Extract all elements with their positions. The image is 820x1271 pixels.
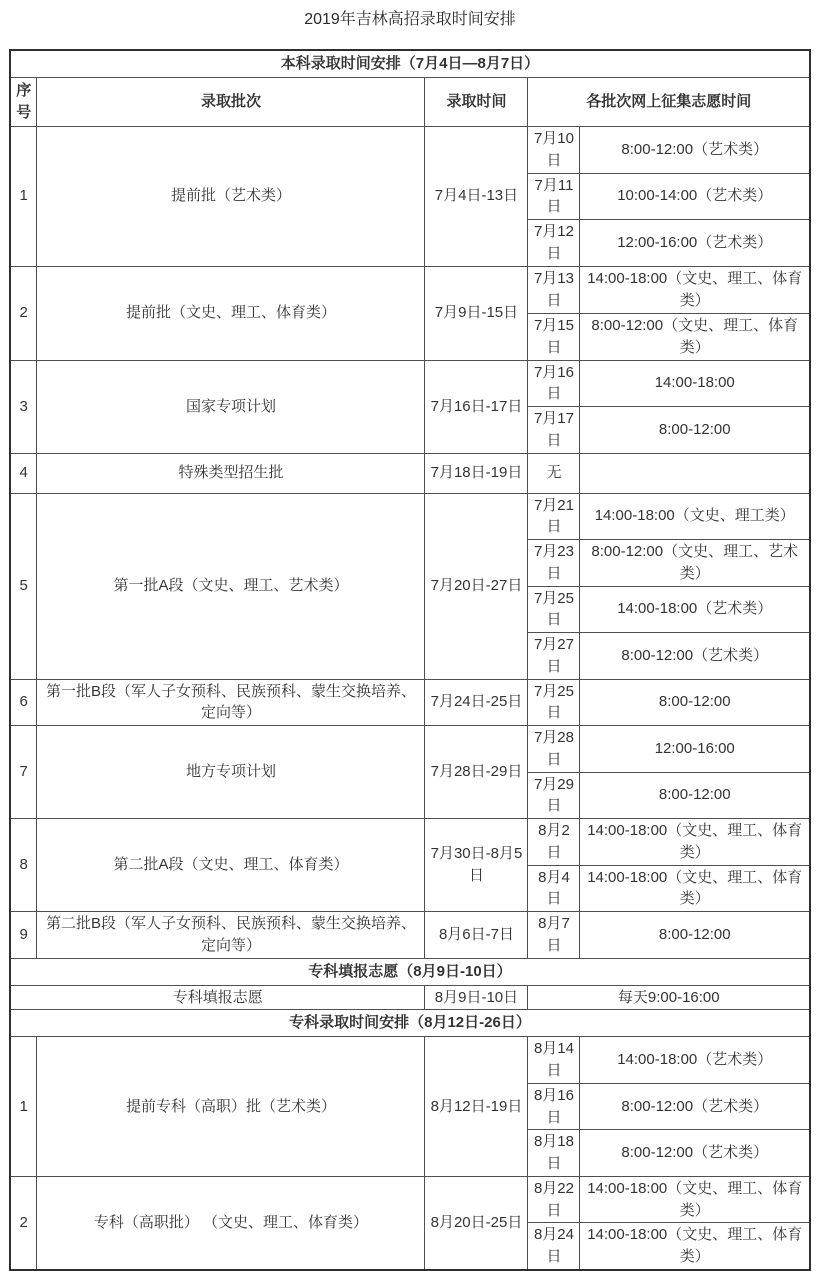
collect-slot-cell: 14:00-18:00（艺术类） bbox=[580, 586, 810, 633]
batch-cell: 第二批A段（文史、理工、体育类） bbox=[37, 819, 425, 912]
batch-cell: 提前批（艺术类） bbox=[37, 127, 425, 267]
admission-time-cell: 7月16日-17日 bbox=[425, 360, 528, 453]
table-row bbox=[10, 679, 810, 726]
section-row-undergrad bbox=[10, 50, 810, 78]
batch-cell: 第一批A段（文史、理工、艺术类） bbox=[37, 493, 425, 679]
admission-time-cell: 8月12日-19日 bbox=[425, 1037, 528, 1177]
collect-slot-cell: 14:00-18:00（文史、理工、体育类） bbox=[580, 1176, 810, 1223]
admission-time-cell: 7月24日-25日 bbox=[425, 679, 528, 726]
collect-date-cell: 8月18日 bbox=[528, 1130, 580, 1177]
table-row bbox=[10, 493, 810, 540]
table-row bbox=[10, 726, 810, 773]
collect-date-cell: 8月22日 bbox=[528, 1176, 580, 1223]
batch-cell: 专科填报志愿 bbox=[10, 985, 425, 1010]
collect-date-cell: 8月7日 bbox=[528, 912, 580, 959]
collect-date-cell: 8月4日 bbox=[528, 865, 580, 912]
collect-date-cell: 7月10日 bbox=[528, 127, 580, 174]
collect-slot-cell: 8:00-12:00 bbox=[580, 407, 810, 454]
batch-cell: 第一批B段（军人子女预科、民族预科、蒙生交换培养、定向等） bbox=[37, 679, 425, 726]
collect-date-cell: 7月29日 bbox=[528, 772, 580, 819]
collect-slot-cell: 12:00-16:00（艺术类） bbox=[580, 220, 810, 267]
col-header-no: 序号 bbox=[10, 78, 37, 127]
collect-slot-cell: 8:00-12:00（艺术类） bbox=[580, 127, 810, 174]
row-no: 3 bbox=[10, 360, 37, 453]
collect-slot-cell: 14:00-18:00 bbox=[580, 360, 810, 407]
collect-slot-cell: 14:00-18:00（文史、理工、体育类） bbox=[580, 865, 810, 912]
section-title-undergrad: 本科录取时间安排（7月4日—8月7日） bbox=[10, 50, 810, 78]
collect-date-cell: 8月24日 bbox=[528, 1223, 580, 1270]
batch-cell: 第二批B段（军人子女预科、民族预科、蒙生交换培养、定向等） bbox=[37, 912, 425, 959]
collect-slot-cell: 12:00-16:00 bbox=[580, 726, 810, 773]
collect-date-cell: 7月16日 bbox=[528, 360, 580, 407]
admission-time-cell: 7月28日-29日 bbox=[425, 726, 528, 819]
col-header-collect: 各批次网上征集志愿时间 bbox=[528, 78, 810, 127]
collect-date-cell: 无 bbox=[528, 453, 580, 493]
table-row bbox=[10, 127, 810, 174]
column-header-row bbox=[10, 78, 810, 127]
row-no: 4 bbox=[10, 453, 37, 493]
collect-slot-cell: 8:00-12:00 bbox=[580, 912, 810, 959]
collect-date-cell: 7月11日 bbox=[528, 173, 580, 220]
col-header-time: 录取时间 bbox=[425, 78, 528, 127]
collect-slot-cell: 14:00-18:00（艺术类） bbox=[580, 1037, 810, 1084]
page-title: 2019年吉林高招录取时间安排 bbox=[304, 11, 516, 28]
table-row bbox=[10, 266, 810, 313]
table-row bbox=[10, 819, 810, 866]
admission-time-cell: 7月4日-13日 bbox=[425, 127, 528, 267]
row-no: 5 bbox=[10, 493, 37, 679]
collect-slot-cell: 14:00-18:00（文史、理工、体育类） bbox=[580, 266, 810, 313]
collect-date-cell: 7月23日 bbox=[528, 540, 580, 587]
collect-date-cell: 7月12日 bbox=[528, 220, 580, 267]
admission-time-cell: 7月9日-15日 bbox=[425, 266, 528, 360]
collect-date-cell: 7月21日 bbox=[528, 493, 580, 540]
section-title-apply: 专科填报志愿（8月9日-10日） bbox=[10, 958, 810, 985]
table-row bbox=[10, 1037, 810, 1084]
row-no: 8 bbox=[10, 819, 37, 912]
collect-slot-cell: 8:00-12:00（艺术类） bbox=[580, 1083, 810, 1130]
collect-slot-cell: 14:00-18:00（文史、理工、体育类） bbox=[580, 819, 810, 866]
section-title-college: 专科录取时间安排（8月12日-26日） bbox=[10, 1010, 810, 1037]
admission-time-cell: 7月18日-19日 bbox=[425, 453, 528, 493]
collect-date-cell: 7月28日 bbox=[528, 726, 580, 773]
row-no: 9 bbox=[10, 912, 37, 959]
collect-slot-cell: 14:00-18:00（文史、理工类） bbox=[580, 493, 810, 540]
collect-slot-cell: 每天9:00-16:00 bbox=[528, 985, 810, 1010]
collect-date-cell: 8月14日 bbox=[528, 1037, 580, 1084]
row-no: 6 bbox=[10, 679, 37, 726]
row-no: 7 bbox=[10, 726, 37, 819]
section-row-college bbox=[10, 1010, 810, 1037]
admission-schedule-table bbox=[9, 49, 811, 1271]
col-header-batch: 录取批次 bbox=[37, 78, 425, 127]
row-no: 2 bbox=[10, 1176, 37, 1270]
table-row bbox=[10, 360, 810, 407]
collect-slot-cell: 10:00-14:00（艺术类） bbox=[580, 173, 810, 220]
collect-date-cell: 7月27日 bbox=[528, 633, 580, 680]
collect-date-cell: 7月15日 bbox=[528, 313, 580, 360]
table-row bbox=[10, 912, 810, 959]
admission-time-cell: 8月6日-7日 bbox=[425, 912, 528, 959]
batch-cell: 特殊类型招生批 bbox=[37, 453, 425, 493]
admission-time-cell: 7月30日-8月5日 bbox=[425, 819, 528, 912]
collect-date-cell: 7月13日 bbox=[528, 266, 580, 313]
collect-date-cell: 7月25日 bbox=[528, 679, 580, 726]
collect-slot-cell bbox=[580, 453, 810, 493]
collect-slot-cell: 8:00-12:00（文史、理工、体育类） bbox=[580, 313, 810, 360]
collect-slot-cell: 8:00-12:00（艺术类） bbox=[580, 633, 810, 680]
collect-slot-cell: 8:00-12:00（艺术类） bbox=[580, 1130, 810, 1177]
table-row bbox=[10, 1176, 810, 1223]
batch-cell: 专科（高职批） （文史、理工、体育类） bbox=[37, 1176, 425, 1270]
admission-time-cell: 8月20日-25日 bbox=[425, 1176, 528, 1270]
collect-date-cell: 7月17日 bbox=[528, 407, 580, 454]
row-no: 1 bbox=[10, 1037, 37, 1177]
table-row bbox=[10, 985, 810, 1010]
collect-slot-cell: 8:00-12:00 bbox=[580, 679, 810, 726]
collect-date-cell: 8月2日 bbox=[528, 819, 580, 866]
batch-cell: 地方专项计划 bbox=[37, 726, 425, 819]
row-no: 1 bbox=[10, 127, 37, 267]
collect-slot-cell: 8:00-12:00（文史、理工、艺术类） bbox=[580, 540, 810, 587]
row-no: 2 bbox=[10, 266, 37, 360]
collect-date-cell: 8月16日 bbox=[528, 1083, 580, 1130]
admission-time-cell: 8月9日-10日 bbox=[425, 985, 528, 1010]
collect-slot-cell: 14:00-18:00（文史、理工、体育类） bbox=[580, 1223, 810, 1270]
admission-time-cell: 7月20日-27日 bbox=[425, 493, 528, 679]
collect-date-cell: 7月25日 bbox=[528, 586, 580, 633]
section-row-apply bbox=[10, 958, 810, 985]
collect-slot-cell: 8:00-12:00 bbox=[580, 772, 810, 819]
batch-cell: 国家专项计划 bbox=[37, 360, 425, 453]
table-row bbox=[10, 453, 810, 493]
batch-cell: 提前专科（高职）批（艺术类） bbox=[37, 1037, 425, 1177]
batch-cell: 提前批（文史、理工、体育类） bbox=[37, 266, 425, 360]
